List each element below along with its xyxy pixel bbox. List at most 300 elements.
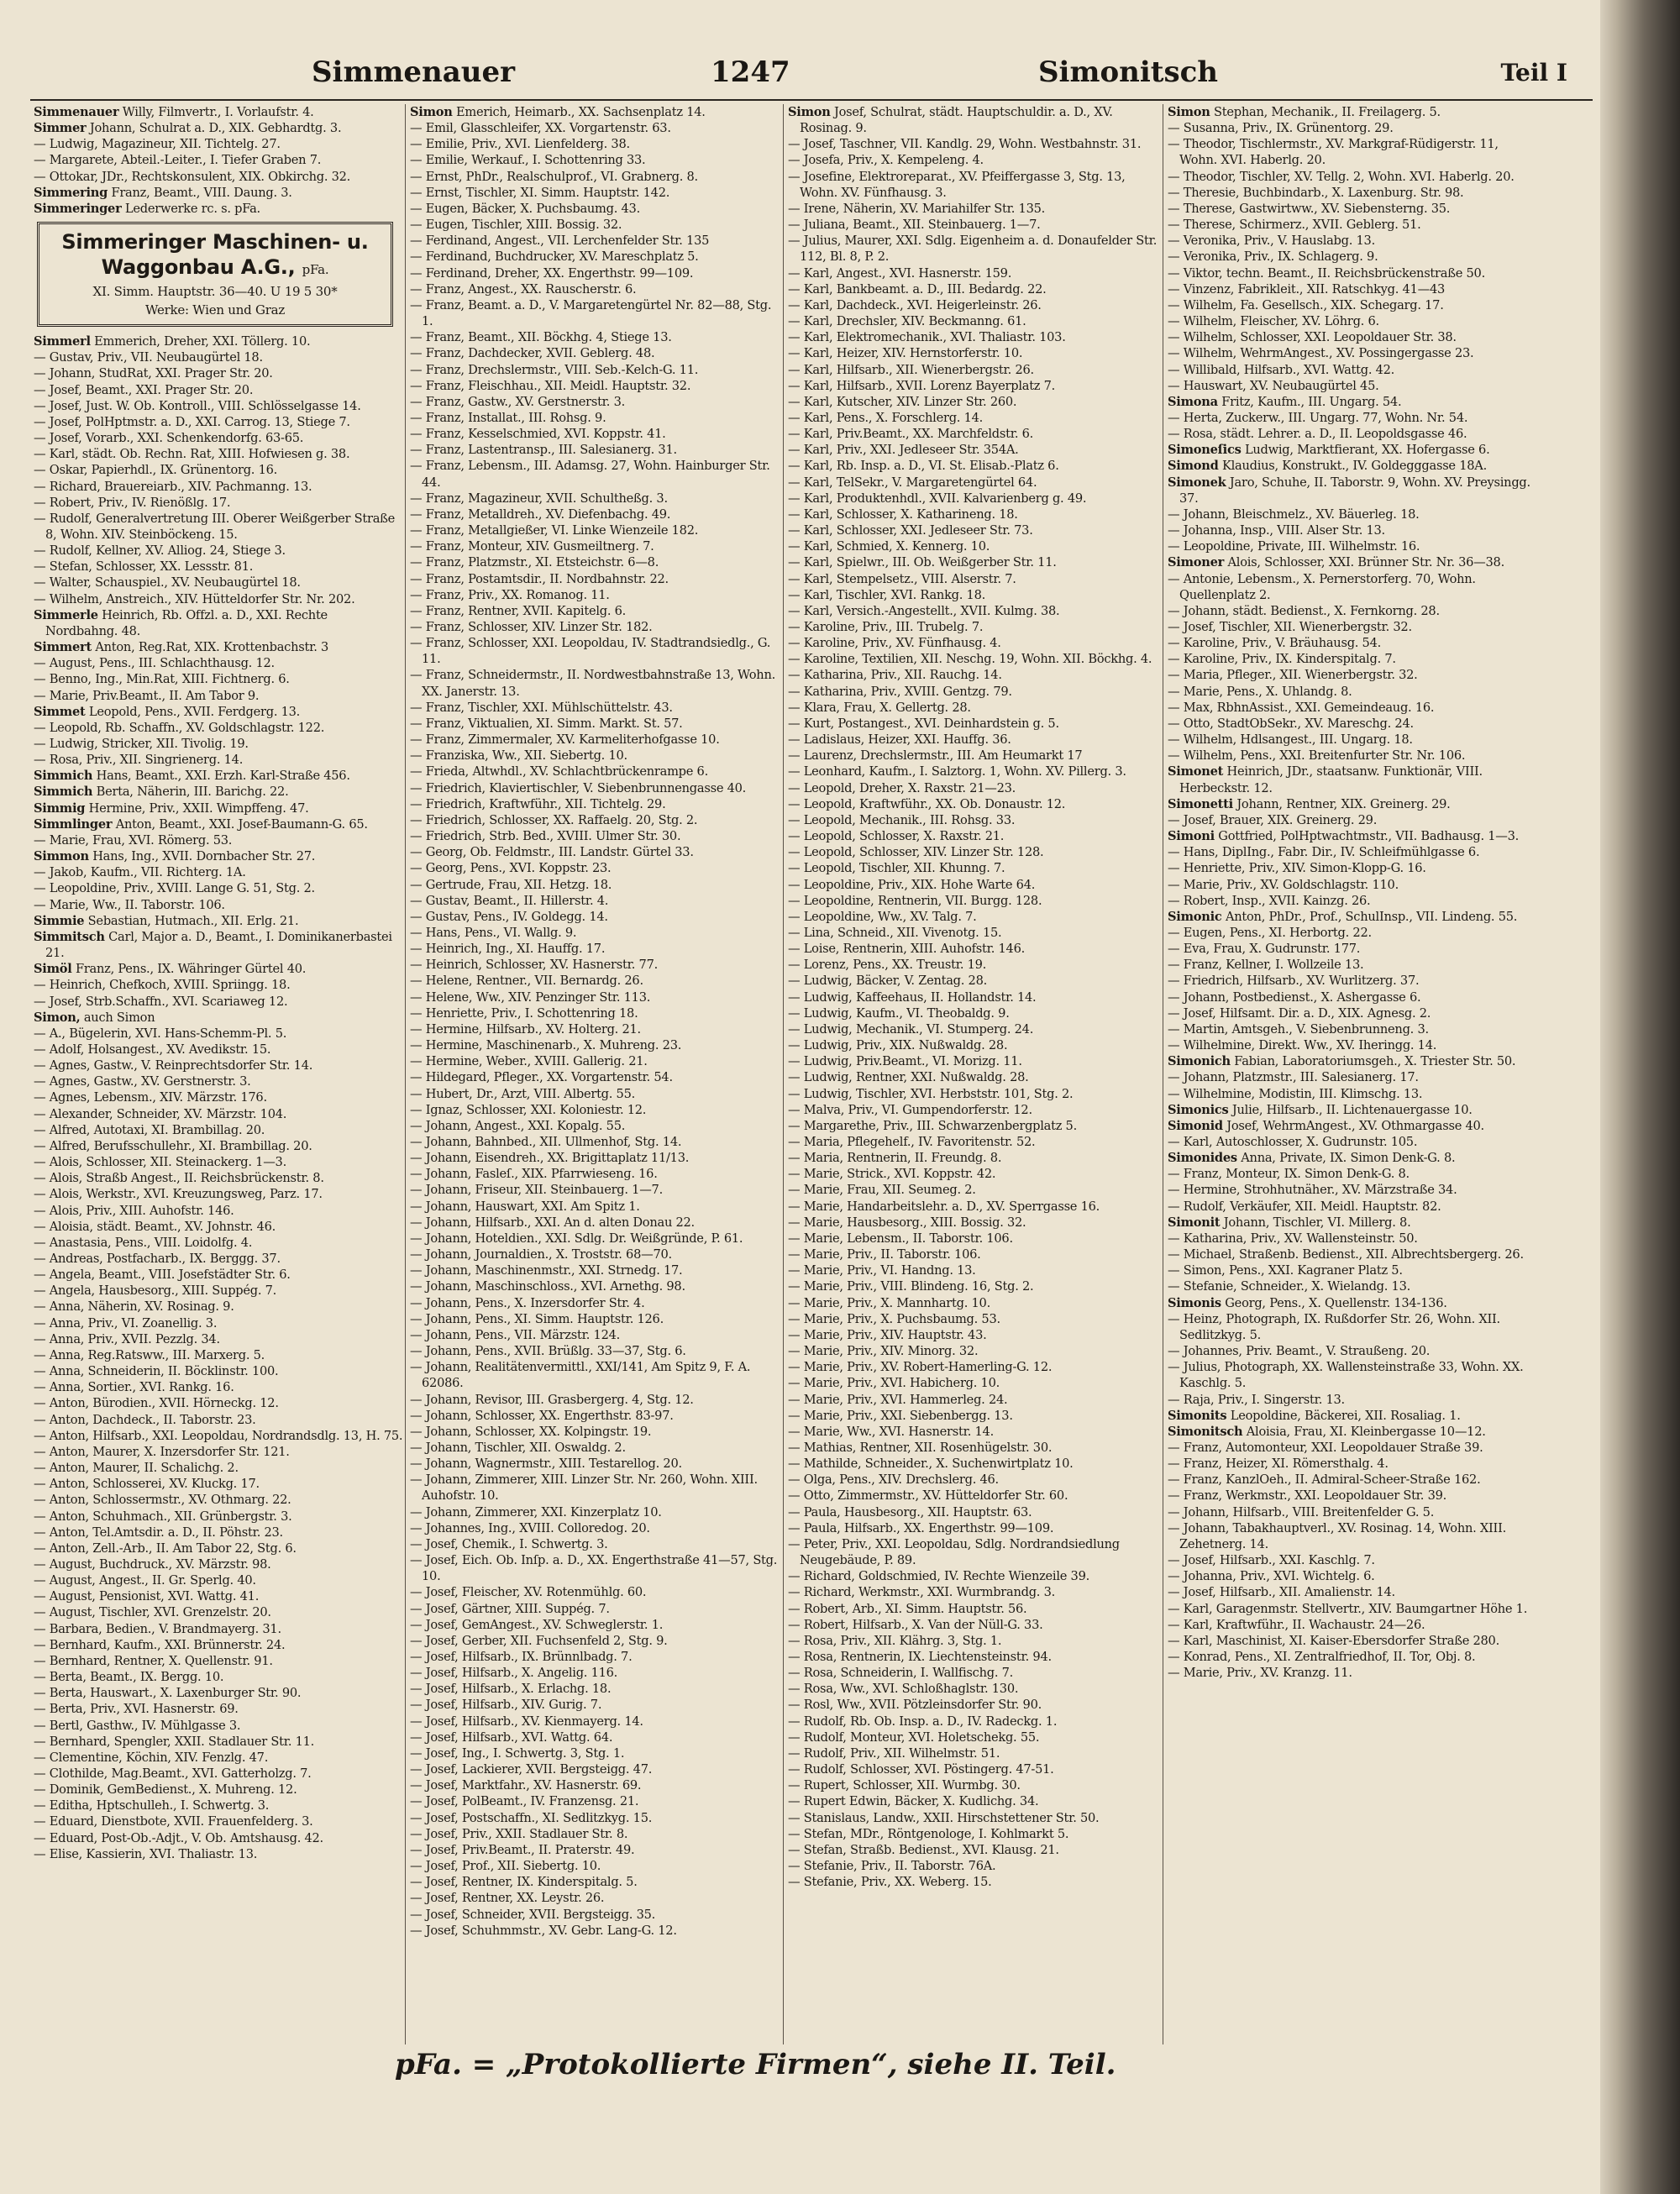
directory-entry: — Karoline, Priv., V. Bräuhausg. 54. [1168,636,1382,651]
directory-entry: — Hans, DiplIng., Fabr. Dir., IV. Schleifmühlgasse 6. [1168,845,1480,860]
directory-entry: — Karl, Hilfsarb., XVII. Lorenz Bayerplatz 7. [788,378,1056,393]
directory-entry: — Marie, Handarbeitslehr. a. D., XV. Sperrgasse 16. [788,1199,1100,1214]
directory-entry: — Leonhard, Kaufm., I. Salztorg. 1, Wohn. XV. Pillerg. 3. [788,764,1126,779]
surname: Simonides [1168,1151,1237,1166]
directory-entry: — Johann, Pens., X. Inzersdorfer Str. 4. [410,1295,645,1310]
directory-entry: — Josef, Hilfsarb., XV. Kienmayerg. 14. [410,1714,643,1729]
directory-entry: — Josef, Postschaffn., XI. Sedlitzkyg. 15. [410,1810,653,1825]
directory-entry: — Josef, PolHptmstr. a. D., XXI. Carrog. 13, Stiege 7. [34,414,350,429]
directory-entry: — Veronika, Priv., V. Hauslabg. 13. [1168,234,1375,249]
header-left-keyword: Simmenauer [312,55,516,89]
directory-entry: — Franz, KanzlOeh., II. Admiral-Scheer-Straße 162. [1168,1472,1481,1488]
entry-list [34,104,403,217]
directory-entry: — Josef, Brauer, XIX. Greinerg. 29. [1168,812,1378,827]
directory-entry: — Johann, Friseur, XII. Steinbauerg. 1—7. [410,1183,663,1198]
directory-entry: — Alois, Werkstr., XVI. Kreuzungsweg, Parz. 17. [34,1187,323,1202]
directory-entry: — Josef, Gärtner, XIII. Suppég. 7. [410,1601,610,1616]
directory-entry: Simoni Gottfried, PolHptwachtmstr., VII. Badhausg. 1—3. [1168,829,1520,844]
directory-entry: — Julius, Photograph, XX. Wallensteinstraße 33, Wohn. XX. Kaschlg. 5. [1168,1360,1524,1391]
directory-entry: — Bernhard, Spengler, XXII. Stadlauer Str. 11. [34,1734,315,1749]
directory-entry: — Karl, Autoschlosser, X. Gudrunstr. 105. [1168,1135,1418,1149]
surname: Simmich [34,785,93,800]
directory-entry: — Anna, Reg.Ratsww., III. Marxerg. 5. [34,1347,265,1362]
directory-entry: Simonitsch Aloisia, Frau, XI. Kleinbergasse 10—12. [1168,1424,1486,1439]
directory-entry: — Franz, Postamtsdir., II. Nordbahnstr. 22. [410,571,669,586]
directory-entry: Simmig Hermine, Priv., XXII. Wimpffeng. 47. [34,800,309,816]
directory-entry: — Josef, Marktfahr., XV. Hasnerstr. 69. [410,1778,642,1793]
directory-entry: — Josef, Strb.Schaffn., XVI. Scariaweg 12. [34,994,288,1009]
entry-list [34,333,403,1862]
directory-entry: — Max, RbhnAssist., XXI. Gemeindeaug. 16. [1168,700,1435,715]
directory-entry: — Anton, Tel.Amtsdir. a. D., II. Pöhstr. 23. [34,1525,283,1540]
directory-entry: — Anton, Maurer, II. Schalichg. 2. [34,1461,239,1476]
directory-entry: — Karl, Kraftwführ., II. Wachaustr. 24—26. [1168,1617,1425,1632]
directory-entry: Simmlinger Anton, Beamt., XXI. Josef-Baumann-G. 65. [34,816,368,832]
directory-entry: — Laurenz, Drechslermstr., III. Am Heumarkt 17 [788,748,1083,764]
directory-column-2 [410,104,780,1939]
directory-entry: — Marie, Frau, XVI. Römerg. 53. [34,832,233,848]
directory-entry: Simoner Alois, Schlosser, XXI. Brünner Str. Nr. 36—38. [1168,555,1504,570]
directory-entry: — Franz, Viktualien, XI. Simm. Markt. St. 57. [410,716,683,731]
directory-entry: Simond Klaudius, Konstrukt., IV. Goldegggasse 18A. [1168,459,1487,474]
directory-entry: — Theodor, Tischler, XV. Tellg. 2, Wohn. XVI. Haberlg. 20. [1168,169,1515,184]
directory-entry: — Friedrich, Schlosser, XX. Raffaelg. 20, Stg. 2. [410,812,698,827]
directory-entry: — Konrad, Pens., XI. Zentralfriedhof, II. Tor, Obj. 8. [1168,1650,1476,1664]
directory-entry: — Leopold, Kraftwführ., XX. Ob. Donaustr. 12. [788,796,1066,811]
directory-entry: — Leopold, Dreher, X. Raxstr. 21—23. [788,780,1016,795]
directory-entry: — Helene, Ww., XIV. Penzinger Str. 113. [410,989,651,1005]
directory-entry: — Raja, Priv., I. Singerstr. 13. [1168,1392,1345,1407]
directory-column-1 [34,104,403,1862]
directory-entry: Simmitsch Carl, Major a. D., Beamt., I. Dominikanerbastei 21. [34,929,392,961]
directory-entry: — Maria, Pflegehelf., IV. Favoritenstr. 52. [788,1135,1036,1149]
directory-entry: — Berta, Beamt., IX. Bergg. 10. [34,1670,224,1685]
directory-entry: — Robert, Insp., XVII. Kainzg. 26. [1168,893,1371,908]
directory-entry: — Stefan, Straßb. Bedienst., XVI. Klausg. 21. [788,1842,1059,1857]
surname: Simonich [1168,1054,1231,1069]
directory-entry: — Josef, Eich. Ob. Inſp. a. D., XX. Engerthstraße 41—57, Stg. 10. [410,1553,778,1584]
directory-entry: — Theresie, Buchbindarb., X. Laxenburg. Str. 98. [1168,185,1464,200]
directory-entry: — Heinz, Photograph, IX. Rußdorfer Str. 26, Wohn. XII. Sedlitzkyg. 5. [1168,1311,1500,1342]
directory-entry: — Ferdinand, Dreher, XX. Engerthstr. 99—109. [410,265,694,281]
surname: Simoni [1168,829,1215,844]
surname: Simmich [34,769,93,784]
directory-entry: — Johann, Hauswart, XXI. Am Spitz 1. [410,1199,640,1214]
directory-entry: — Friedrich, Hilfsarb., XV. Wurlitzerg. 37. [1168,974,1420,989]
directory-entry: — Josefine, Elektroreparat., XV. Pfeiffergasse 3, Stg. 13, Wohn. XV. Fünfhausg. 3. [788,169,1126,200]
directory-entry: — Alois, Straßb Angest., II. Reichsbrückenstr. 8. [34,1171,324,1186]
directory-entry: — Richard, Goldschmied, IV. Rechte Wienzeile 39. [788,1569,1089,1584]
ad-company-name: Waggonbau A.G., [101,255,296,280]
directory-entry: Simmet Leopold, Pens., XVII. Ferdgerg. 13. [34,704,301,719]
directory-entry: — Vinzenz, Fabrikleit., XII. Ratschkyg. 41—43 [1168,281,1446,297]
header-right-keyword: Simonitsch [1038,55,1219,89]
directory-entry: — Josef, Fleischer, XV. Rotenmühlg. 60. [410,1585,647,1600]
directory-entry: — Karl, Priv., XXI. Jedleseer Str. 354A. [788,443,1019,458]
directory-entry: Simoneſics Ludwig, Marktfierant, XX. Hofergasse 6. [1168,443,1490,458]
directory-entry: — Editha, Hptschulleh., I. Schwertg. 3. [34,1798,270,1813]
directory-entry: — Johann, städt. Bedienst., X. Fernkorng. 28. [1168,603,1440,618]
directory-entry: — Franz, Beamt., XII. Böckhg. 4, Stiege 13. [410,330,672,345]
directory-entry: — Rudolf, Monteur, XVI. Holetschekg. 55. [788,1729,1040,1745]
directory-entry: — Josef, Hilfsamt. Dir. a. D., XIX. Agnesg. 2. [1168,1005,1431,1021]
directory-entry: — Franz, Angest., XX. Rauscherstr. 6. [410,281,637,297]
directory-entry: — Karl, Rb. Insp. a. D., VI. St. Elisab.-Platz 6. [788,459,1059,474]
directory-entry: — Josef, Hilfsarb., X. Erlachg. 18. [410,1682,612,1697]
ad-works: Werke: Wien und Graz [145,302,285,318]
surname: Simonic [1168,909,1222,924]
directory-entry: Simon Emerich, Heimarb., XX. Sachsenplatz 14. [410,105,706,119]
directory-entry: — Leopold, Schlosser, XIV. Linzer Str. 128. [788,845,1044,860]
surname: Simonid [1168,1118,1223,1133]
directory-entry: — Therese, Gastwirtww., XV. Siebensterng. 35. [1168,201,1451,216]
directory-entry: — Otto, Zimmermstr., XV. Hütteldorfer Str. 60. [788,1488,1068,1504]
directory-entry: Simonet Heinrich, JDr., staatsanw. Funktionär, VIII. Herbeckstr. 12. [1168,764,1483,795]
directory-entry: — Leopold, Schlosser, X. Raxstr. 21. [788,829,1005,844]
directory-entry: — Franz, Dachdecker, XVII. Geblerg. 48. [410,346,655,361]
ad-pfa-label: pFa. [302,262,329,278]
surname: Simmon [34,849,89,864]
directory-entry: Simonid Josef, WehrmAngest., XV. Othmargasse 40. [1168,1118,1484,1133]
directory-entry: — Viktor, techn. Beamt., II. Reichsbrückenstraße 50. [1168,265,1485,281]
directory-entry: — Franz, Schlosser, XIV. Linzer Str. 182. [410,620,653,634]
directory-entry: Simmenauer Willy, Filmvertr., I. Vorlaufstr. 4. [34,105,314,119]
directory-entry: — Johanna, Priv., XVI. Wichtelg. 6. [1168,1569,1375,1584]
surname: Simoneſics [1168,443,1242,458]
directory-entry: — Josef, Prof., XII. Siebertg. 10. [410,1859,601,1874]
directory-entry: — Willibald, Hilfsarb., XVI. Wattg. 42. [1168,362,1395,377]
directory-entry: — Ferdinand, Angest., VII. Lerchenfelder Str. 135 [410,234,710,249]
directory-entry: — Josef, Just. W. Ob. Kontroll., VIII. Schlösselgasse 14. [34,398,361,413]
directory-entry: — Aloisia, städt. Beamt., XV. Johnstr. 46. [34,1219,276,1234]
directory-entry: — Gustav, Priv., VII. Neubaugürtel 18. [34,350,263,365]
directory-entry: — Rosa, Rentnerin, IX. Liechtensteinstr. 94. [788,1650,1052,1664]
directory-entry: — Leopold, Rb. Schaffn., XV. Goldschlagstr. 122. [34,720,325,735]
directory-entry: — Johann, Realitätenvermittl., XXI/141, Am Spitz 9, F. A. 62086. [410,1360,751,1391]
directory-entry: — Eugen, Bäcker, X. Puchsbaumg. 43. [410,201,640,216]
page-number: 1247 [711,55,790,89]
directory-entry: — Franz, Rentner, XVII. Kapitelg. 6. [410,603,627,618]
directory-entry: — Mathias, Rentner, XII. Rosenhügelstr. 30. [788,1440,1053,1455]
surname: Simmert [34,640,92,655]
directory-entry: — Veronika, Priv., IX. Schlagerg. 9. [1168,249,1378,265]
directory-entry: — Eugen, Tischler, XIII. Bossig. 32. [410,218,622,233]
directory-entry: — Anton, Schlosserei, XV. Kluckg. 17. [34,1477,260,1492]
directory-entry: — Franz, Platzmstr., XI. Etsteichstr. 6—8. [410,555,659,570]
directory-entry: — Karl, Produktenhdl., XVII. Kalvarienberg g. 49. [788,491,1087,506]
directory-entry: — Josef, Taschner, VII. Kandlg. 29, Wohn. Westbahnstr. 31. [788,137,1142,152]
directory-entry: — Johann, Tischler, XII. Oswaldg. 2. [410,1440,626,1455]
directory-entry: — Franz, Gastw., XV. Gerstnerstr. 3. [410,394,626,409]
directory-entry: — Karl, Pens., X. Forschlerg. 14. [788,410,984,425]
directory-entry: — Johannes, Ing., XVIII. Colloredog. 20. [410,1520,650,1535]
directory-entry: — Eugen, Pens., XI. Herbortg. 22. [1168,925,1372,940]
directory-entry: — Juliana, Beamt., XII. Steinbauerg. 1—7. [788,218,1041,233]
directory-entry: — Rosa, Priv., XII. Klährg. 3, Stg. 1. [788,1633,1002,1648]
directory-entry: — Johann, Hoteldien., XXI. Sdlg. Dr. Weißgründe, P. 61. [410,1231,743,1246]
directory-entry: — Ludwig, Priv.Beamt., VI. Morizg. 11. [788,1054,1022,1069]
directory-entry: — Robert, Arb., XI. Simm. Hauptstr. 56. [788,1601,1027,1616]
directory-entry: — Anton, Bürodien., XVII. Hörneckg. 12. [34,1396,279,1411]
directory-entry: — Johann, Zimmerer, XIII. Linzer Str. Nr. 260, Wohn. XIII. Auhofstr. 10. [410,1472,758,1504]
directory-entry: — Franz, Fleischhau., XII. Meidl. Hauptstr. 32. [410,378,691,393]
directory-entry: Simon Stephan, Mechanik., II. Freilagerg. 5. [1168,105,1441,119]
directory-entry: — Karl, Garagenmstr. Stellvertr., XIV. Baumgartner Höhe 1. [1168,1601,1528,1616]
directory-entry: Simmer Johann, Schulrat a. D., XIX. Gebhardtg. 3. [34,121,342,136]
directory-entry: — Therese, Schirmerz., XVII. Geblerg. 51. [1168,218,1421,233]
directory-entry: — Gustav, Beamt., II. Hillerstr. 4. [410,893,609,908]
directory-entry: — Marie, Priv., XXI. Siebenbergg. 13. [788,1408,1013,1423]
directory-entry: Simmerl Emmerich, Dreher, XXI. Töllerg. 10. [34,334,311,349]
entry-list [788,104,1158,1890]
directory-entry: — Wilhelm, Hdlsangest., III. Ungarg. 18. [1168,732,1413,748]
directory-entry: — Franz, Metallgießer, VI. Linke Wienzeile 182. [410,523,699,538]
directory-entry: — Stefan, MDr., Röntgenologe, I. Kohlmarkt 5. [788,1826,1069,1841]
directory-entry: — Friedrich, Kraftwführ., XII. Tichtelg. 29. [410,796,666,811]
directory-entry: — Rudolf, Verkäufer, XII. Meidl. Hauptstr. 82. [1168,1199,1441,1214]
directory-entry: — Josef, Schneider, XVII. Bergsteigg. 35. [410,1907,656,1922]
directory-entry: — Johann, Postbedienst., X. Ashergasse 6. [1168,989,1421,1005]
directory-entry: — Josef, Gerber, XII. Fuchsenfeld 2, Stg. 9. [410,1633,668,1648]
surname: Simonet [1168,764,1224,779]
directory-entry: — Ludwig, Magazineur, XII. Tichtelg. 27. [34,137,281,152]
directory-entry: — Karl, Stempelsetz., VIII. Alserstr. 7. [788,571,1016,586]
directory-entry: — Kurt, Postangest., XVI. Deinhardstein g. 5. [788,716,1059,731]
directory-entry: — Josefa, Priv., X. Kempeleng. 4. [788,153,984,168]
directory-entry: — Marie, Pens., X. Uhlandg. 8. [1168,684,1352,699]
column-divider [783,104,784,2044]
surname: Simon [1168,105,1210,119]
directory-entry: — Maria, Pfleger., XII. Wienerbergstr. 32. [1168,668,1418,683]
directory-entry: — Wilhelm, WehrmAngest., XV. Possingergasse 23. [1168,346,1474,361]
directory-entry: — Martin, Amtsgeh., V. Siebenbrunneng. 3. [1168,1021,1429,1037]
directory-entry: — Franz, Zimmermaler, XV. Karmeliterhofgasse 10. [410,732,720,748]
directory-entry: — Stanislaus, Landw., XXII. Hirschstettener Str. 50. [788,1810,1100,1825]
advertisement-box [37,222,393,327]
directory-entry: Simonek Jaro, Schuhe, II. Taborstr. 9, Wohn. XV. Preysingg. 37. [1168,475,1530,506]
directory-entry: — Berta, Hauswart., X. Laxenburger Str. 90. [34,1686,302,1701]
directory-entry: — Ludwig, Rentner, XXI. Nußwaldg. 28. [788,1070,1029,1085]
directory-entry: — Marie, Ww., II. Taborstr. 106. [34,897,225,912]
directory-entry: — Walter, Schauspiel., XV. Neubaugürtel 18. [34,575,301,590]
directory-entry: — Wilhelm, Pens., XXI. Breitenfurter Str. Nr. 106. [1168,748,1466,764]
directory-entry: Simonis Georg, Pens., X. Quellenstr. 134-136. [1168,1295,1447,1310]
directory-entry: — Herta, Zuckerw., III. Ungarg. 77, Wohn. Nr. 54. [1168,410,1468,425]
directory-entry: — Josef, GemAngest., XV. Schweglerstr. 1. [410,1617,664,1632]
directory-entry: — Marie, Strick., XVI. Koppstr. 42. [788,1167,996,1182]
directory-entry: — Clothilde, Mag.Beamt., XVI. Gatterholzg. 7. [34,1766,312,1781]
surname: Simoner [1168,555,1225,570]
directory-entry: — Ottokar, JDr., Rechtskonsulent, XIX. Obkirchg. 32. [34,169,351,184]
directory-entry: — Bernhard, Rentner, X. Quellenstr. 91. [34,1653,273,1668]
directory-entry: — Josef, Priv.Beamt., II. Praterstr. 49. [410,1842,635,1857]
directory-entry: — Franz, Kesselschmied, XVI. Koppstr. 41. [410,427,666,442]
directory-entry: — Maria, Rentnerin, II. Freundg. 8. [788,1151,1002,1166]
directory-entry: — Ludwig, Kaufm., VI. Theobaldg. 9. [788,1005,1010,1021]
directory-entry: — Franz, Lastentransp., III. Salesianerg. 31. [410,443,677,458]
directory-entry: — August, Pensionist, XVI. Wattg. 41. [34,1589,260,1604]
directory-entry: — Karoline, Priv., XV. Fünfhausg. 4. [788,636,1001,651]
directory-entry: — Johann, Zimmerer, XXI. Kinzerplatz 10. [410,1504,662,1520]
directory-entry: — Alfred, Autotaxi, XI. Brambillag. 20. [34,1122,265,1137]
surname: Simmet [34,704,86,719]
directory-entry: — Johann, Pens., VII. Märzstr. 124. [410,1327,621,1342]
directory-entry: — Franz, Metalldreh., XV. Diefenbachg. 49. [410,507,671,522]
directory-entry: Simonits Leopoldine, Bäckerei, XII. Rosaliag. 1. [1168,1408,1461,1423]
directory-entry: Simon, auch Simon [34,1010,155,1025]
directory-entry: — Friedrich, Klaviertischler, V. Siebenbrunnengasse 40. [410,780,747,795]
directory-entry: Simmeringer Lederwerke rc. s. pFa. [34,201,260,216]
directory-entry: — Rosl, Ww., XVII. Pötzleinsdorfer Str. 90. [788,1698,1042,1713]
directory-entry: — Wilhelm, Anstreich., XIV. Hütteldorfer Str. Nr. 202. [34,591,355,606]
directory-entry: — Josef, Ing., I. Schwertg. 3, Stg. 1. [410,1745,625,1761]
directory-entry: — Agnes, Gastw., V. Reinprechtsdorfer Str. 14. [34,1058,313,1073]
directory-entry: — Otto, StadtObSekr., XV. Mareschg. 24. [1168,716,1414,731]
directory-entry: — Johann, Eisendreh., XX. Brigittaplatz 11/13. [410,1151,690,1166]
directory-entry: — Hermine, Hilfsarb., XV. Holterg. 21. [410,1021,641,1037]
directory-entry: — Ignaz, Schlosser, XXI. Koloniestr. 12. [410,1102,647,1117]
directory-entry: — Rosa, Ww., XVI. Schloßhaglstr. 130. [788,1682,1019,1697]
directory-entry: — Josef, Hilfsarb., XIV. Gurig. 7. [410,1698,602,1713]
directory-entry: — Loise, Rentnerin, XIII. Auhofstr. 146. [788,942,1026,957]
entry-list [410,104,780,1939]
part-label: Teil I [1500,59,1567,87]
directory-entry: — Josef, Hilfsarb., IX. Brünnlbadg. 7. [410,1650,633,1664]
directory-entry: — Leopold, Tischler, XII. Khunng. 7. [788,861,1005,876]
directory-entry: — Henriette, Priv., I. Schottenring 18. [410,1005,638,1021]
directory-entry: — Rosa, städt. Lehrer. a. D., II. Leopoldsgasse 46. [1168,427,1467,442]
directory-entry: — Marie, Priv., XIV. Minorg. 32. [788,1344,979,1359]
directory-entry: — Marie, Ww., XVI. Hasnerstr. 14. [788,1424,994,1439]
directory-entry: — Rupert, Schlosser, XII. Wurmbg. 30. [788,1778,1021,1793]
directory-entry: — Josef, Vorarb., XXI. Schenkendorfg. 63-65. [34,431,304,446]
directory-entry: — Karl, Elektromechanik., XVI. Thaliastr. 103. [788,330,1066,345]
directory-entry: Simonit Johann, Tischler, VI. Millerg. 8. [1168,1215,1411,1230]
directory-entry: — Hildegard, Pfleger., XX. Vorgartenstr. 54. [410,1070,673,1085]
directory-entry: — Franz, Kellner, I. Wollzeile 13. [1168,958,1364,973]
directory-entry: — Margarethe, Priv., III. Schwarzenbergplatz 5. [788,1118,1077,1133]
directory-entry: — Georg, Pens., XVI. Koppstr. 23. [410,861,612,876]
directory-entry: — Hermine, Weber., XVIII. Gallerig. 21. [410,1054,648,1069]
directory-entry: — Alois, Schlosser, XII. Steinackerg. 1—3. [34,1155,286,1170]
directory-entry: Simmering Franz, Beamt., VIII. Daung. 3. [34,185,292,200]
directory-entry: — Karl, Tischler, XVI. Rankg. 18. [788,587,985,602]
directory-entry: Simmich Hans, Beamt., XXI. Erzh. Karl-Straße 456. [34,769,350,784]
directory-entry: — Wilhelm, Fa. Gesellsch., XIX. Schegarg. 17. [1168,297,1444,312]
directory-entry: — Angela, Beamt., VIII. Josefstädter Str. 6. [34,1268,291,1283]
directory-entry: — Helene, Rentner., VII. Bernardg. 26. [410,974,643,989]
directory-entry: — Hermine, Maschinenarb., X. Muhreng. 23. [410,1038,682,1053]
directory-entry: — August, Angest., II. Gr. Sperlg. 40. [34,1573,256,1588]
directory-entry: — Lorenz, Pens., XX. Treustr. 19. [788,958,987,973]
directory-entry: — Heinrich, Chefkoch, XVIII. Spriingg. 18. [34,978,291,993]
surname: Simonit [1168,1215,1221,1230]
directory-entry: — Karl, Schmied, X. Kennerg. 10. [788,539,990,554]
directory-entry: Simmert Anton, Reg.Rat, XIX. Krottenbachstr. 3 [34,640,329,655]
directory-entry: — Hans, Pens., VI. Wallg. 9. [410,925,577,940]
directory-entry: — Josef, Rentner, IX. Kinderspitalg. 5. [410,1875,638,1890]
directory-entry: — Gertrude, Frau, XII. Hetzg. 18. [410,877,612,892]
directory-entry: — Marie, Priv., XV. Goldschlagstr. 110. [1168,877,1399,892]
directory-entry: — Ferdinand, Buchdrucker, XV. Mareschplatz 5. [410,249,699,265]
directory-entry: — Karl, Priv.Beamt., XX. Marchfeldstr. 6. [788,427,1034,442]
directory-entry: — Marie, Priv., XVI. Hammerleg. 24. [788,1392,1008,1407]
directory-entry: — Leopoldine, Rentnerin, VII. Burgg. 128. [788,893,1042,908]
directory-entry: — Franz, Installat., III. Rohsg. 9. [410,410,606,425]
surname: Simond [1168,459,1219,474]
directory-entry: — Hauswart, XV. Neubaugürtel 45. [1168,378,1379,393]
directory-column-4 [1168,104,1537,1681]
directory-entry: — Leopoldine, Priv., XVIII. Lange G. 51, Stg. 2. [34,881,315,896]
directory-entry: — Josef, Hilfsarb., XXI. Kaschlg. 7. [1168,1553,1375,1568]
directory-entry: — Johann, Hilfsarb., XXI. An d. alten Donau 22. [410,1215,695,1230]
directory-entry: — Alexander, Schneider, XV. Märzstr. 104. [34,1106,287,1121]
directory-entry: — Ludwig, Mechanik., VI. Stumperg. 24. [788,1021,1034,1037]
surname: Simonek [1168,475,1226,490]
directory-entry: — Johann, Pens., XI. Simm. Hauptstr. 126. [410,1311,664,1326]
directory-entry: — Agnes, Lebensm., XIV. Märzstr. 176. [34,1090,267,1105]
directory-entry: — Marie, Priv., XV. Robert-Hamerling-G. 12. [788,1360,1053,1375]
directory-entry: Simonich Fabian, Laboratoriumsgeh., X. Triester Str. 50. [1168,1054,1516,1069]
directory-entry: Simonides Anna, Private, IX. Simon Denk-G. 8. [1168,1151,1456,1166]
directory-entry: — Agnes, Gastw., XV. Gerstnerstr. 3. [34,1074,251,1089]
directory-entry: — Heinrich, Schlosser, XV. Hasnerstr. 77. [410,958,658,973]
directory-entry: — Leopoldine, Private, III. Wilhelmstr. 16. [1168,539,1420,554]
directory-entry: — Johann, Wagnermstr., XIII. Testarellog. 20. [410,1457,682,1472]
directory-entry: — Johann, StudRat, XXI. Prager Str. 20. [34,366,273,381]
directory-entry: — Ludwig, Priv., XIX. Nußwaldg. 28. [788,1038,1008,1053]
directory-entry: — Franz, Monteur, XIV. Gusmeiltnerg. 7. [410,539,654,554]
directory-entry: — Franz, Heizer, XI. Römersthalg. 4. [1168,1457,1389,1472]
directory-entry: — Marie, Priv., VI. Handng. 13. [788,1263,976,1278]
directory-entry: — Emilie, Priv., XVI. Lienfelderg. 38. [410,137,630,152]
directory-entry: — Adolf, Holsangest., XV. Avedikstr. 15. [34,1042,271,1057]
directory-entry: — Johann, Bahnbed., XII. Ullmenhof, Stg. 14. [410,1135,682,1149]
directory-entry: — Anton, Schuhmach., XII. Grünbergstr. 3. [34,1509,292,1524]
directory-entry: — Barbara, Bedien., V. Brandmayerg. 31. [34,1621,281,1636]
directory-entry: — Karl, Versich.-Angestellt., XVII. Kulmg. 38. [788,603,1060,618]
directory-entry: — Alfred, Berufsschullehr., XI. Brambillag. 20. [34,1138,312,1153]
directory-entry: — Marie, Frau, XII. Seumeg. 2. [788,1183,976,1198]
surname: Simonis [1168,1295,1221,1310]
directory-entry: — Karl, städt. Ob. Rechn. Rat, XIII. Hofwiesen g. 38. [34,447,350,462]
directory-entry: — Johann, Tabakhauptverl., XV. Rosinag. 14, Wohn. XIII. Zehetnerg. 14. [1168,1520,1506,1551]
directory-entry: — Dominik, GemBedienst., X. Muhreng. 12. [34,1782,297,1798]
page-header [30,52,1567,96]
directory-entry: — Emilie, Werkauf., I. Schottenring 33. [410,153,646,168]
directory-entry: — Johann, Schlosser, XX. Engerthstr. 83-97. [410,1408,674,1423]
directory-entry: — Franz, Beamt. a. D., V. Margaretengürtel Nr. 82—88, Stg. 1. [410,297,772,329]
directory-entry: — Marie, Priv., VIII. Blindeng. 16, Stg. 2. [788,1279,1034,1294]
ad-address: XI. Simm. Hauptstr. 36—40. U 19 5 30* [92,284,338,300]
directory-entry: — Peter, Priv., XXI. Leopoldau, Sdlg. Nordrandsiedlung Neugebäude, P. 89. [788,1536,1120,1568]
directory-entry: — Ludwig, Kaffeehaus, II. Hollandstr. 14. [788,989,1037,1005]
directory-entry: — Bertl, Gasthw., IV. Mühlgasse 3. [34,1718,241,1733]
directory-entry: Simmon Hans, Ing., XVII. Dornbacher Str. 27. [34,849,316,864]
directory-entry: — Franz, Lebensm., III. Adamsg. 27, Wohn. Hainburger Str. 44. [410,459,770,490]
directory-entry: — Margarete, Abteil.-Leiter., I. Tiefer Graben 7. [34,153,322,168]
surname: Simonitsch [1168,1424,1243,1439]
directory-entry: — Eduard, Dienstbote, XVII. Frauenfelderg. 3. [34,1814,313,1829]
ad-company-line-2 [46,255,384,282]
directory-entry: — Leopoldine, Priv., XIX. Hohe Warte 64. [788,877,1036,892]
directory-entry: — Marie, Priv., XVI. Habicherg. 10. [788,1376,1000,1391]
directory-entry: — Anastasia, Pens., VIII. Loidolfg. 4. [34,1235,253,1250]
directory-entry: — Anna, Priv., XVII. Pezzlg. 34. [34,1331,220,1346]
directory-entry: — Anton, Maurer, X. Inzersdorfer Str. 121. [34,1444,290,1459]
directory-entry: — Josef, Rentner, XX. Leystr. 26. [410,1891,605,1906]
directory-entry: — Richard, Werkmstr., XXI. Wurmbrandg. 3. [788,1585,1056,1600]
